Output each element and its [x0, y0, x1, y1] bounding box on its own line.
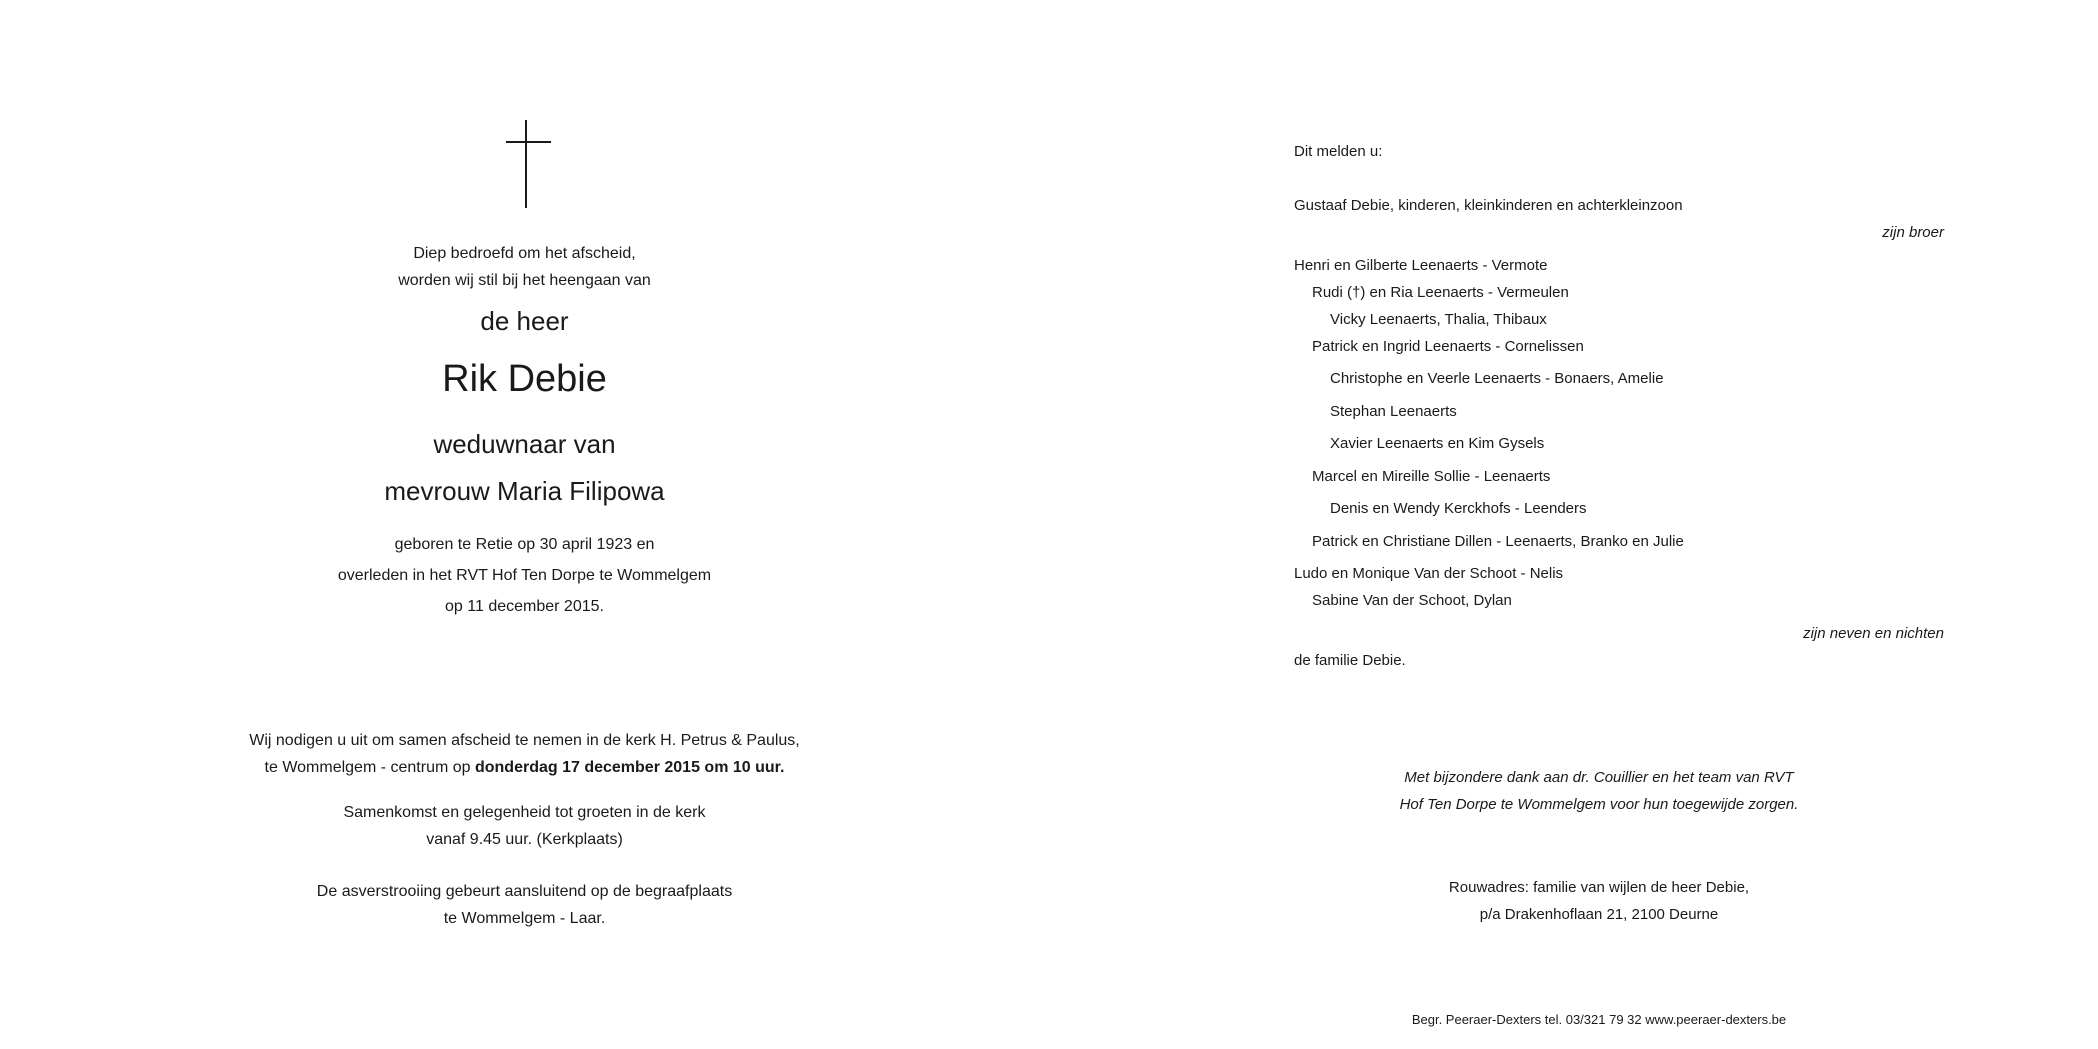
family-entry: Gustaaf Debie, kinderen, kleinkinderen en achterkleinzoon — [1294, 197, 1683, 214]
widower-label: weduwnaar van — [433, 429, 616, 459]
family-entry: Ludo en Monique Van der Schoot - Nelis — [1294, 565, 1564, 582]
family-entry: Denis en Wendy Kerckhofs - Leenders — [1330, 500, 1587, 517]
relation-brother: zijn broer — [1882, 224, 1944, 241]
intro-line-1: Diep bedroefd om het afscheid, — [413, 245, 636, 262]
family-entry: Rudi (†) en Ria Leenaerts - Vermeulen — [1312, 284, 1569, 301]
gathering-line-1: Samenkomst en gelegenheid tot groeten in de kerk — [343, 804, 706, 821]
family-entry: Xavier Leenaerts en Kim Gysels — [1330, 435, 1545, 452]
funeral-home-footer: Begr. Peeraer-Dexters tel. 03/321 79 32 www.peeraer-dexters.be — [1411, 1012, 1787, 1027]
address-line-2: p/a Drakenhoflaan 21, 2100 Deurne — [1479, 906, 1719, 923]
right-page — [1049, 0, 2098, 1049]
family-entry: Patrick en Christiane Dillen - Leenaerts, Branko en Julie — [1312, 533, 1684, 550]
intro-line-2: worden wij stil bij het heengaan van — [398, 272, 651, 289]
invitation-line-2 — [0, 759, 1049, 777]
birth-line: geboren te Retie op 30 april 1923 en — [394, 536, 655, 553]
family-entry: Marcel en Mireille Sollie - Leenaerts — [1312, 468, 1551, 485]
family-entry: Henri en Gilberte Leenaerts - Vermote — [1294, 257, 1548, 274]
family-entry: de familie Debie. — [1294, 652, 1406, 669]
family-entry: Patrick en Ingrid Leenaerts - Cornelissen — [1312, 338, 1584, 355]
spouse-name: mevrouw Maria Filipowa — [384, 476, 665, 506]
death-place-line: overleden in het RVT Hof Ten Dorpe te Wommelgem — [337, 567, 712, 584]
thanks-line-2: Hof Ten Dorpe te Wommelgem voor hun toegewijde zorgen. — [1399, 796, 1799, 813]
family-entry: Vicky Leenaerts, Thalia, Thibaux — [1330, 311, 1547, 328]
scattering-line-2: te Wommelgem - Laar. — [443, 910, 606, 927]
scattering-line-1: De asverstrooiing gebeurt aansluitend op de begraafplaats — [316, 883, 733, 900]
family-entry: Christophe en Veerle Leenaerts - Bonaers, Amelie — [1330, 370, 1664, 387]
cross-icon — [506, 120, 551, 208]
death-date-line: op 11 december 2015. — [445, 598, 604, 615]
service-datetime: donderdag 17 december 2015 om 10 uur. — [474, 759, 785, 776]
invitation-prefix: te Wommelgem - centrum op — [264, 759, 475, 776]
thanks-line-1: Met bijzondere dank aan dr. Couillier en het team van RVT — [1404, 769, 1794, 786]
deceased-name: Rik Debie — [442, 358, 607, 400]
honorific: de heer — [480, 306, 569, 336]
announce-line: Dit melden u: — [1294, 143, 1383, 160]
relation-cousins: zijn neven en nichten — [1803, 625, 1944, 642]
family-entry: Stephan Leenaerts — [1330, 403, 1457, 420]
gathering-line-2: vanaf 9.45 uur. (Kerkplaats) — [426, 831, 623, 848]
address-line-1: Rouwadres: familie van wijlen de heer Debie, — [1448, 879, 1750, 896]
family-entry: Sabine Van der Schoot, Dylan — [1312, 592, 1512, 609]
invitation-line-1: Wij nodigen u uit om samen afscheid te nemen in de kerk H. Petrus & Paulus, — [249, 732, 800, 749]
